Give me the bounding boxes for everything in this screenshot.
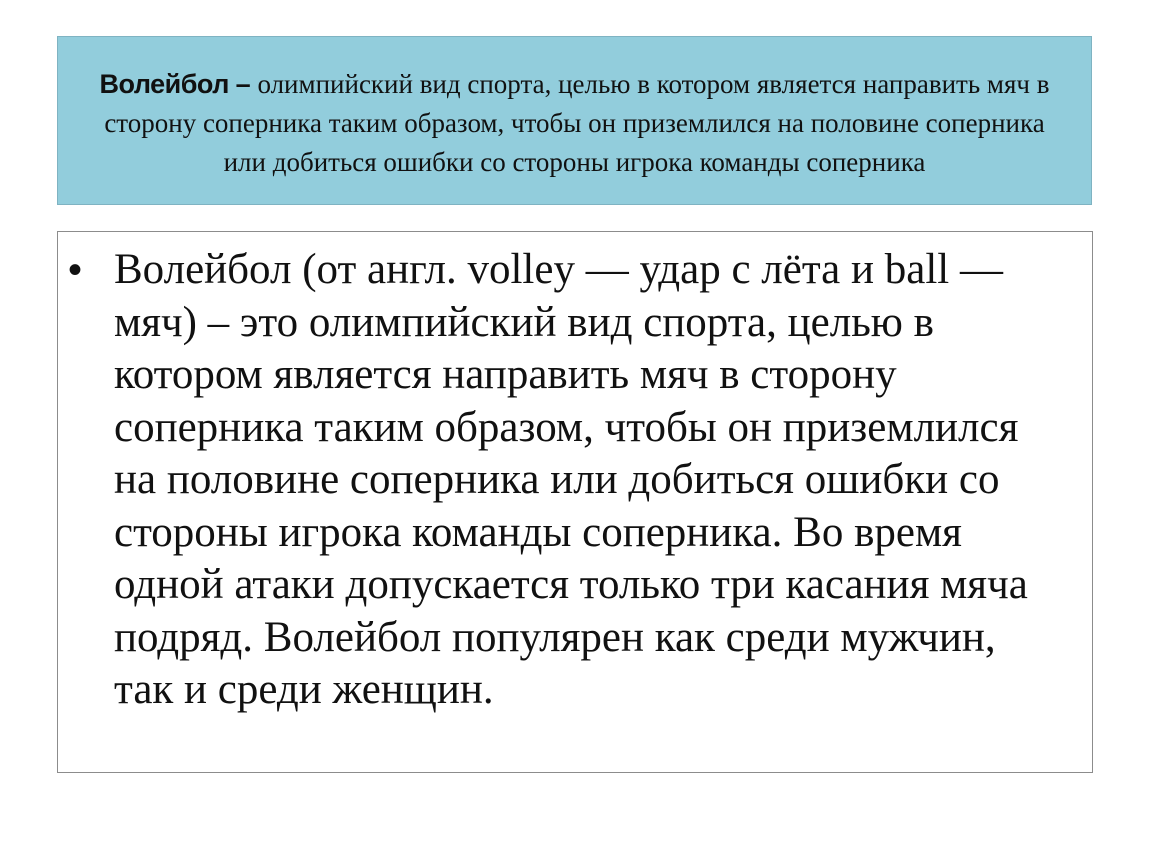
bullet-text: Волейбол (от англ. volley — удар с лёта и ball — мяч) – это олимпийский вид спорта, целью в котором является направить мяч в сторону соперника таким образом, чтобы он приземлился на половине соперника или добиться ошибки со стороны игрока команды соперника. Во время одной атаки допускается только три касания мяча подряд. Волейбол популярен как среди мужчин, так и среди женщин. — [114, 246, 1028, 713]
title-definition: олимпийский вид спорта, целью в котором является направить мяч в сторону соперника таким образом, чтобы он приземлился на половине соперника или добиться ошибки со стороны игрока команды соперника — [104, 69, 1050, 177]
bullet-list — [68, 244, 1062, 717]
title-term: Волейбол — [99, 69, 229, 99]
bullet-item — [68, 244, 1062, 717]
slide-body-box — [57, 231, 1093, 773]
slide-title — [86, 65, 1063, 182]
bullet-marker: • — [68, 248, 83, 292]
slide-title-box — [57, 36, 1092, 205]
title-separator: – — [235, 69, 251, 99]
